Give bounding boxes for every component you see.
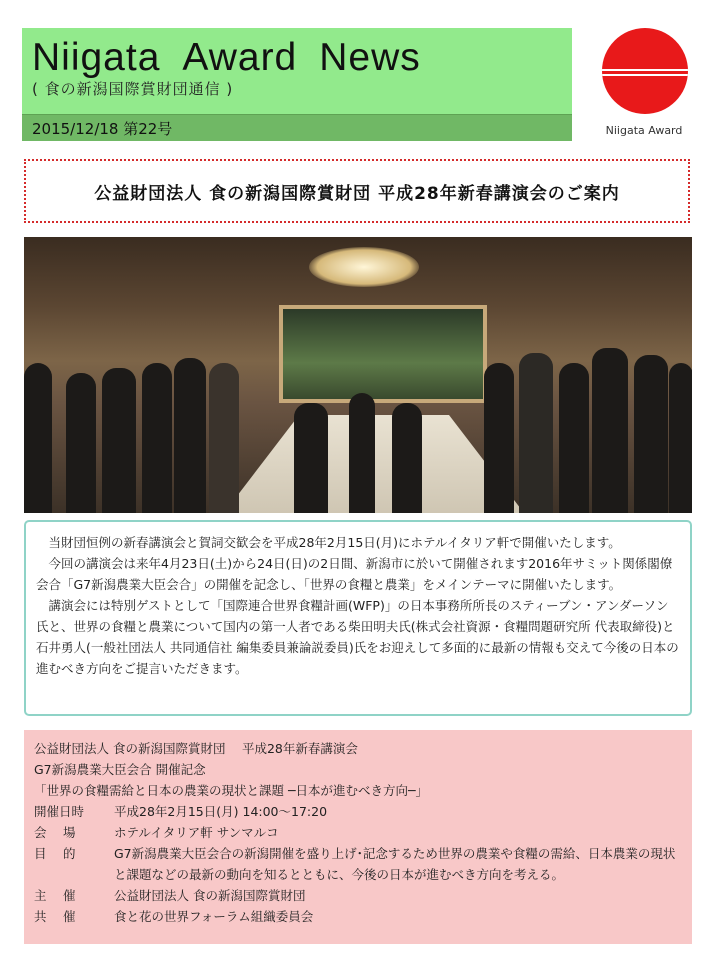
event-row-purpose (34, 843, 682, 885)
guest-figure (484, 363, 514, 513)
title-word-3: News (319, 36, 421, 79)
event-row-cohost (34, 906, 682, 927)
logo-stripe (602, 69, 688, 71)
title-word-2: Award (182, 36, 298, 79)
guest-figure (209, 363, 239, 513)
event-row-datetime (34, 801, 682, 822)
row-value: G7新潟農業大臣会合の新潟開催を盛り上げ･記念するため世界の農業や食糧の需給、日本農業の現状と課題などの最新の動向を知るとともに、今後の日本が進むべき方向を考える。 (114, 846, 676, 882)
row-value: 公益財団法人 食の新潟国際賞財団 (114, 888, 306, 903)
event-row-venue (34, 822, 682, 843)
newsletter-header (22, 28, 572, 140)
intro-paragraph: 今回の講演会は来年4月23日(土)から24日(日)の2日間、新潟市に於いて開催されます2016年サミット関係閣僚会合「G7新潟農業大臣会合」の開催を記念し、「世界の食糧と農業」をメインテーマに開催いたします。 (36, 556, 673, 592)
event-row-host (34, 885, 682, 906)
guest-figure (66, 373, 96, 513)
guest-figure (102, 368, 136, 513)
guest-figure (559, 363, 589, 513)
newsletter-title (32, 36, 443, 80)
issue-date: 2015/12/18 第22号 (32, 120, 173, 138)
guest-figure (24, 363, 52, 513)
guest-figure (634, 355, 668, 513)
reception-hall-photo (24, 237, 692, 513)
guest-figure (592, 348, 628, 513)
intro-text-box (24, 520, 692, 716)
row-value: ホテルイタリア軒 サンマルコ (114, 825, 279, 840)
announcement-title: 公益財団法人 食の新潟国際賞財団 平成28年新春講演会のご案内 (94, 184, 620, 204)
intro-paragraph: 当財団恒例の新春講演会と賀詞交歓会を平成28年2月15日(月)にホテルイタリア軒で開催いたします。 (48, 535, 621, 550)
guests-graphic (24, 337, 692, 513)
niigata-award-logo (598, 28, 690, 148)
event-theme-line: 「世界の食糧需給と日本の農業の現状と課題 ─日本が進むべき方向─」 (34, 783, 429, 798)
title-word-1: Niigata (32, 36, 161, 79)
event-details-box (24, 730, 692, 944)
row-label: 会 場 (34, 825, 76, 840)
guest-figure (349, 393, 375, 513)
event-organizer-line: 公益財団法人 食の新潟国際賞財団 平成28年新春講演会 (34, 741, 358, 756)
guest-figure (392, 403, 422, 513)
row-value: 食と花の世界フォーラム組織委員会 (114, 909, 314, 924)
newsletter-subtitle: ( 食の新潟国際賞財団通信 ) (32, 80, 234, 98)
row-label: 目 的 (34, 846, 76, 861)
row-label: 主 催 (34, 888, 76, 903)
announcement-box (24, 159, 690, 223)
guest-figure (142, 363, 172, 513)
event-commemoration-line: G7新潟農業大臣会合 開催記念 (34, 762, 206, 777)
row-label: 開催日時 (34, 804, 85, 819)
guest-figure (174, 358, 206, 513)
logo-stripe (602, 74, 688, 76)
guest-figure (519, 353, 553, 513)
row-value: 平成28年2月15日(月) 14:00～17:20 (114, 804, 328, 819)
intro-paragraph: 講演会には特別ゲストとして「国際連合世界食糧計画(WFP)」の日本事務所所長のスティーブン・アンダーソン氏と、世界の食糧と農業について国内の第一人者である柴田明夫氏(株式会社資源・食糧問題研究所 代表取締役)と石井勇人(一般社団法人 共同通信社 編集委員兼論説委員)氏をお迎えして多面的に最新の情報も交えて今後の日本の進むべき方向をご提言いただきます。 (36, 598, 679, 676)
row-label: 共 催 (34, 909, 76, 924)
issue-date-bar (22, 114, 572, 141)
guest-figure (294, 403, 328, 513)
logo-text: Niigata Award (605, 124, 683, 137)
chandelier-graphic (309, 247, 419, 287)
guest-figure (669, 363, 692, 513)
red-circle-icon (602, 28, 688, 114)
